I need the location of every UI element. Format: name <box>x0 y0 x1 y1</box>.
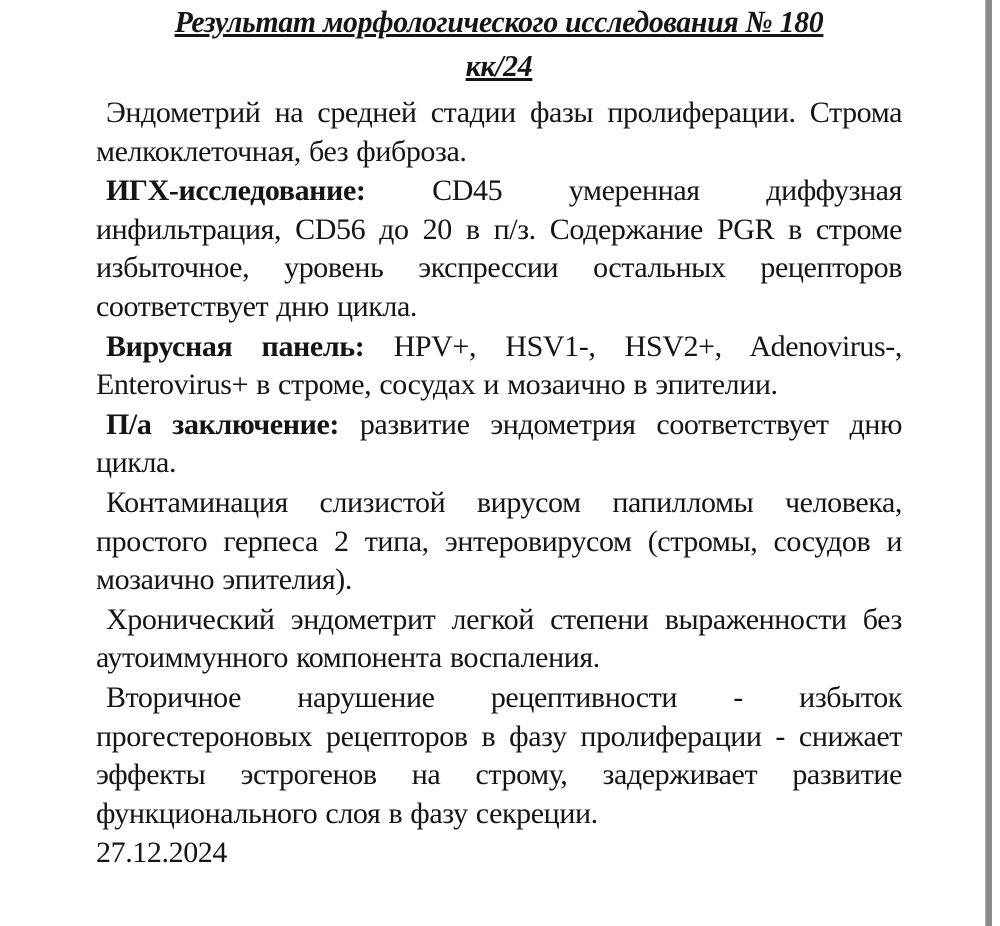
paragraph-receptivity <box>96 679 902 833</box>
page-edge-border <box>985 0 992 926</box>
paragraph-text: Эндометрий на средней стадии фазы пролиферации. Строма мелкоклеточная, без фиброза. <box>96 96 902 168</box>
title-line-1: Результат морфологического исследования № 180 <box>174 4 824 39</box>
paragraph-text: Контаминация слизистой вирусом папилломы человека, простого герпеса 2 типа, энтеровирусом (стромы, сосудов и мозаично эпителия). <box>96 485 902 597</box>
paragraph-label: Вирусная панель: <box>106 329 365 363</box>
paragraph-text: HPV+, HSV1-, HSV2+, Adenovirus-, Enterovirus+ в строме, сосудах и мозаично в эпителии. <box>96 329 902 402</box>
title-line-2: кк/24 <box>465 48 533 83</box>
paragraph-ihc <box>96 172 902 326</box>
paragraph-label: ИГХ-исследование: <box>106 174 366 208</box>
document-page <box>96 0 902 872</box>
paragraph-contamination <box>96 484 902 600</box>
paragraph-text: CD45 умеренная диффузная инфильтрация, CD56 до 20 в п/з. Содержание PGR в строме избыточное, уровень экспрессии остальных рецепторов соответствует дню цикла. <box>96 174 902 323</box>
paragraph-viral-panel <box>96 328 902 405</box>
document-title <box>112 0 886 88</box>
document-date: 27.12.2024 <box>96 836 228 870</box>
paragraph-endometrium <box>96 94 902 171</box>
paragraph-text: Хронический эндометрит легкой степени выраженности без аутоиммунного компонента воспаления. <box>96 602 902 675</box>
paragraph-text: Вторичное нарушение рецептивности - избыток прогестероновых рецепторов в фазу пролиферации - снижает эффекты эстрогенов на строму, задерживает развитие функционального слоя в фазу секреции. <box>96 680 902 830</box>
paragraph-conclusion <box>96 406 902 483</box>
document-body <box>96 94 902 872</box>
paragraph-label: П/а заключение: <box>106 407 339 441</box>
paragraph-chronic-endometritis <box>96 601 902 678</box>
paragraph-text: развитие эндометрия соответствует дню цикла. <box>96 407 902 480</box>
